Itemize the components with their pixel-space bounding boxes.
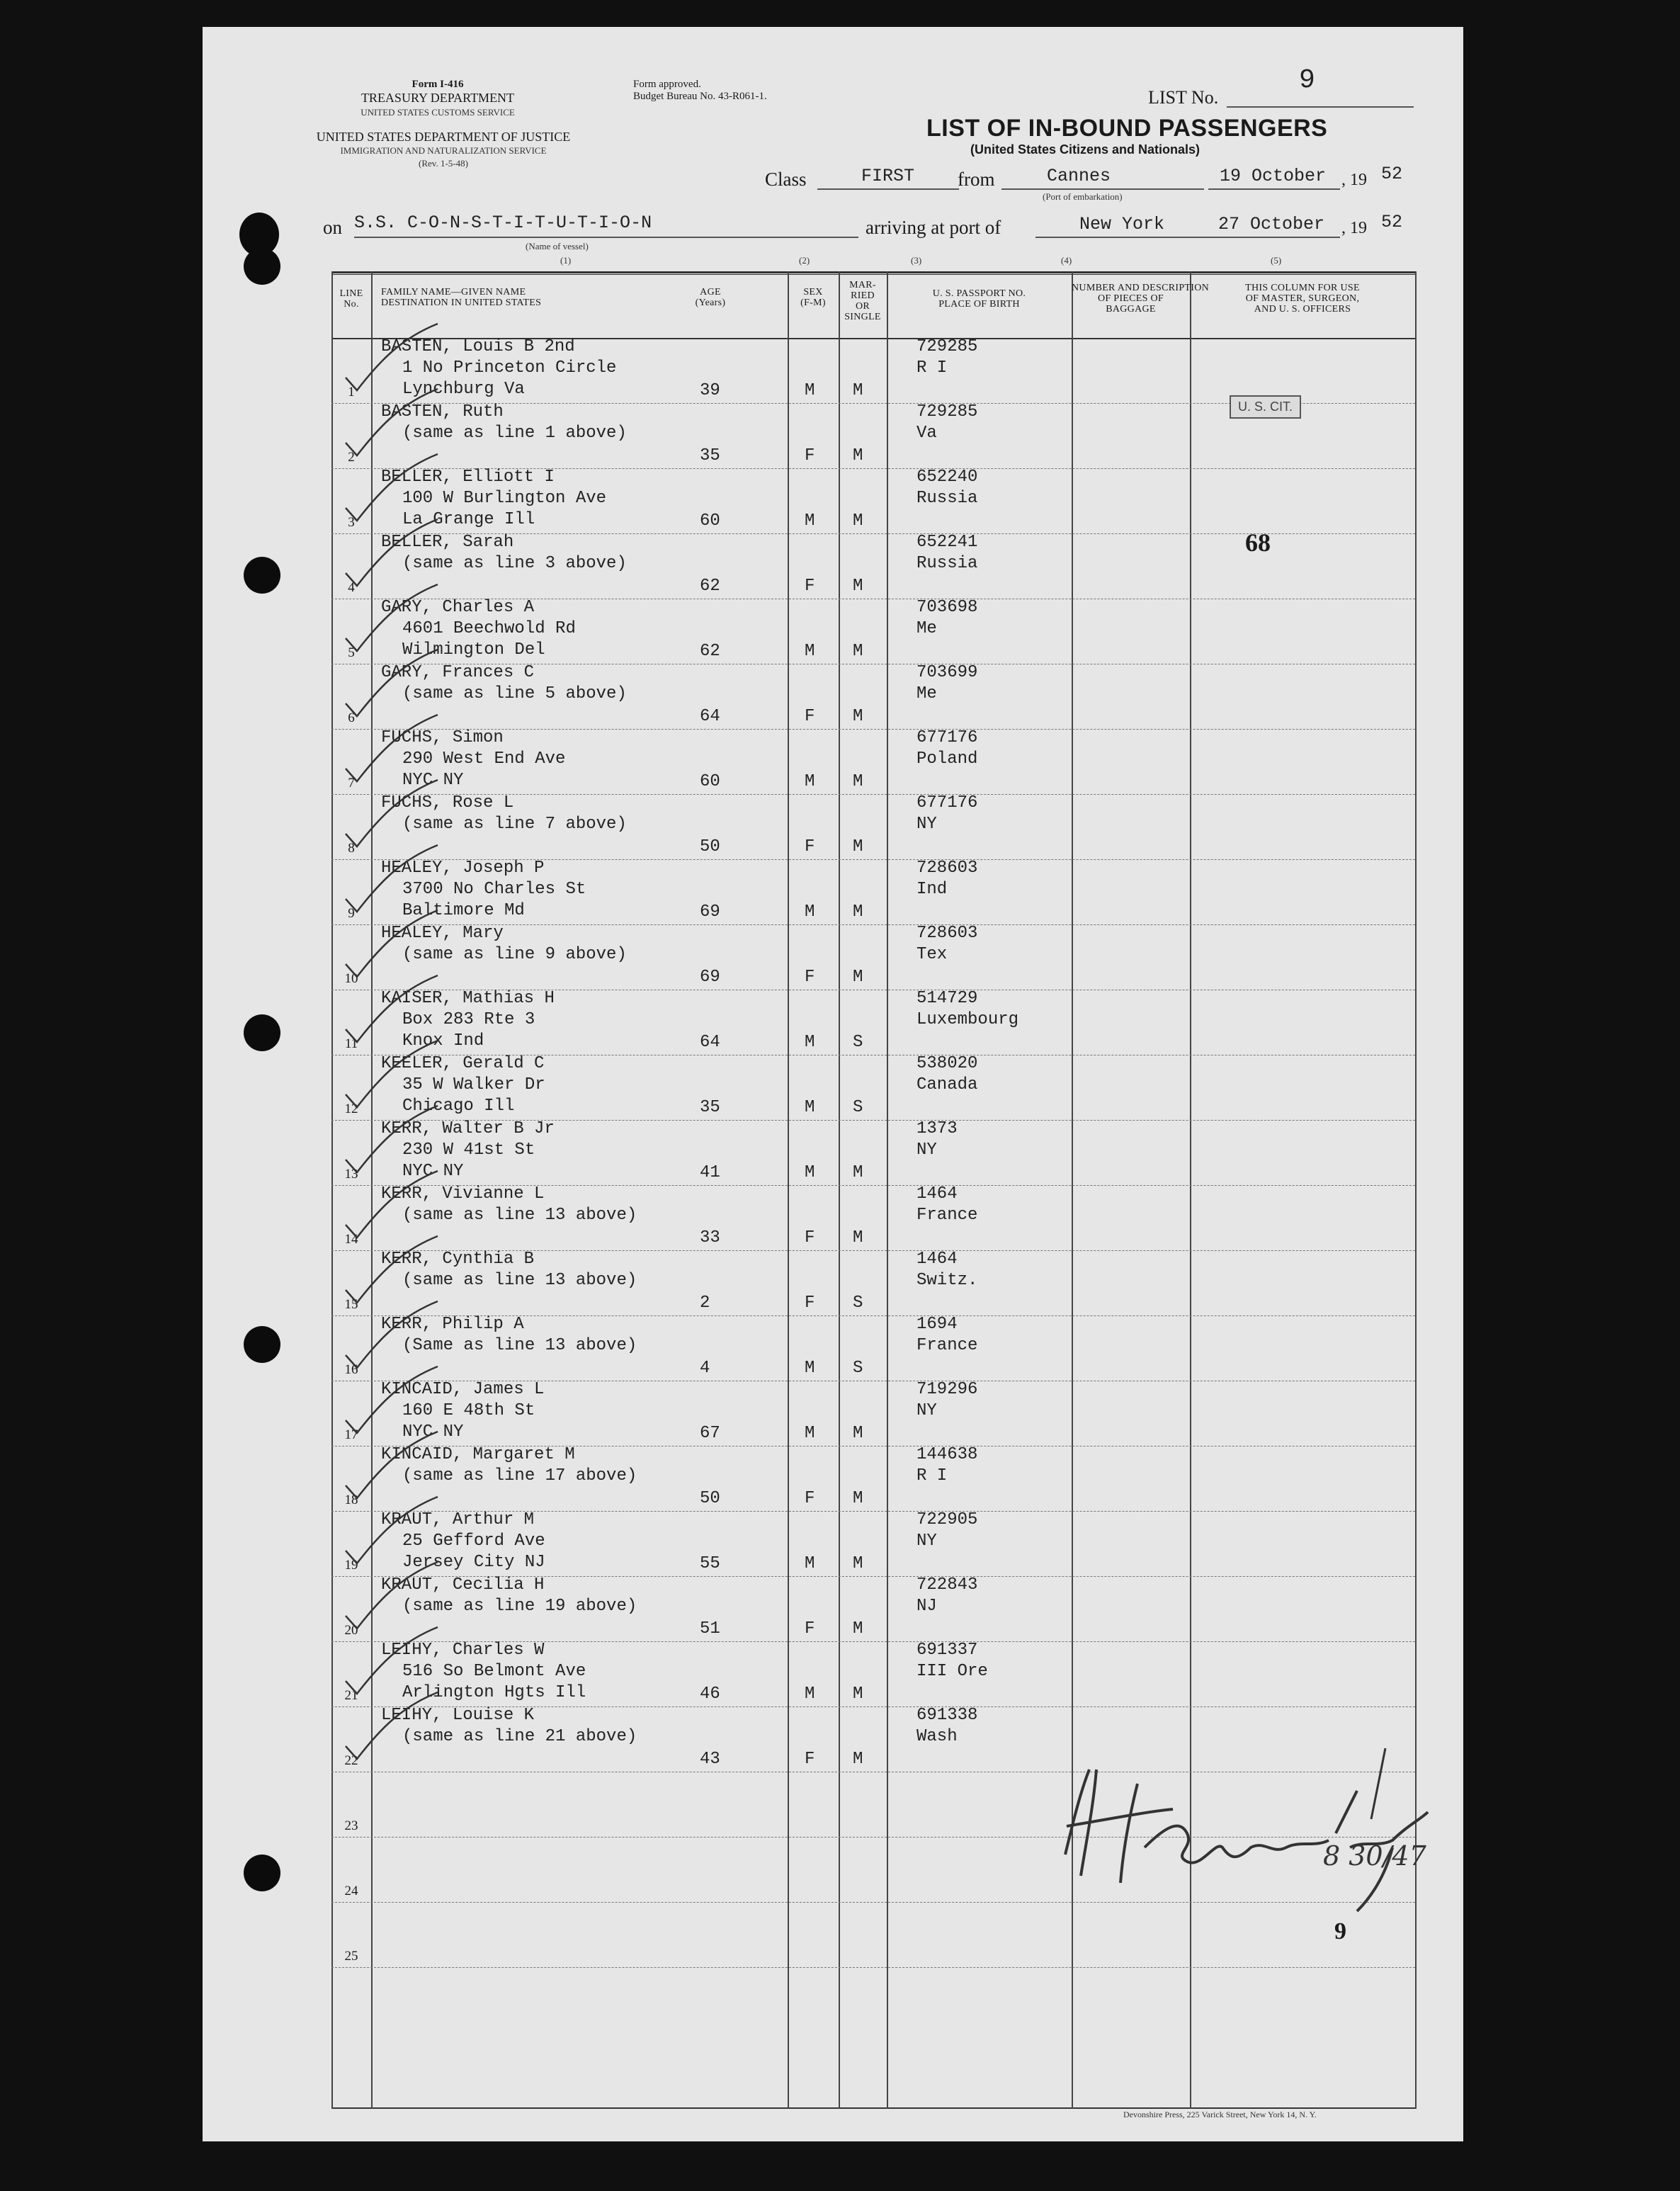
passport-number: 703698 <box>916 598 978 617</box>
passport-number: 1373 <box>916 1119 958 1138</box>
table-row <box>331 1185 1415 1250</box>
age: 43 <box>700 1750 720 1769</box>
line-number: 7 <box>348 776 355 791</box>
address-line-1: (same as line 17 above) <box>402 1466 637 1485</box>
address-line-1: (same as line 5 above) <box>402 684 627 703</box>
line-number: 6 <box>348 710 355 725</box>
address-line-2: Jersey City NJ <box>402 1553 545 1572</box>
place-of-birth: NY <box>916 815 937 834</box>
table-row <box>331 1055 1415 1120</box>
header-age: AGE (Years) <box>695 287 726 308</box>
sex: F <box>805 577 815 596</box>
address-line-2: Chicago Ill <box>402 1097 515 1116</box>
passport-number: 1464 <box>916 1184 958 1204</box>
table-row <box>331 729 1415 794</box>
address-line-1: (same as line 13 above) <box>402 1206 637 1225</box>
address-line-1: 160 E 48th St <box>402 1401 535 1420</box>
form-approved: Form approved. <box>633 79 701 90</box>
age: 67 <box>700 1424 720 1443</box>
marital-status: M <box>853 1489 863 1508</box>
passenger-name: KRAUT, Arthur M <box>381 1510 535 1529</box>
line-number: 23 <box>344 1818 358 1833</box>
marital-status: M <box>853 642 863 661</box>
header-officers: THIS COLUMN FOR USE OF MASTER, SURGEON, AND U. S. OFFICERS <box>1245 283 1360 315</box>
passport-number: 728603 <box>916 924 978 943</box>
line-number: 16 <box>344 1362 358 1377</box>
address-line-1: 230 W 41st St <box>402 1140 535 1160</box>
table-row <box>331 468 1415 533</box>
place-of-birth: Wash <box>916 1727 958 1746</box>
on-label: on <box>323 217 342 238</box>
arrival-year-prefix: , 19 <box>1341 219 1367 237</box>
passenger-name: LEIHY, Charles W <box>381 1641 545 1660</box>
address-line-1: (same as line 1 above) <box>402 424 627 443</box>
address-line-1: 516 So Belmont Ave <box>402 1662 586 1681</box>
passport-number: 144638 <box>916 1445 978 1464</box>
header-married: MAR- RIED OR SINGLE <box>844 280 881 322</box>
table-row <box>331 794 1415 859</box>
address-line-2: La Grange Ill <box>402 510 535 529</box>
line-number: 8 <box>348 841 355 856</box>
address-line-2: Wilmington Del <box>402 640 545 659</box>
marital-status: M <box>853 577 863 596</box>
passenger-name: KINCAID, Margaret M <box>381 1445 575 1464</box>
age: 62 <box>700 577 720 596</box>
header-line-no: LINE No. <box>339 288 363 310</box>
binder-hole <box>244 1326 280 1363</box>
address-line-2: Baltimore Md <box>402 901 525 920</box>
column-number: (4) <box>1061 255 1072 266</box>
address-line-1: (same as line 3 above) <box>402 554 627 573</box>
line-number: 17 <box>344 1427 358 1442</box>
passenger-name: KERR, Vivianne L <box>381 1184 545 1204</box>
passenger-name: KEELER, Gerald C <box>381 1054 545 1073</box>
address-line-2: NYC NY <box>402 771 464 790</box>
marital-status: M <box>853 902 863 922</box>
place-of-birth: Russia <box>916 489 978 508</box>
line-number: 21 <box>344 1688 358 1703</box>
citizen-stamp: U. S. CIT. <box>1230 395 1301 419</box>
sex: F <box>805 1619 815 1638</box>
passenger-name: KAISER, Mathias H <box>381 989 555 1008</box>
vessel-underline <box>354 237 858 238</box>
passenger-name: GARY, Charles A <box>381 598 535 617</box>
age: 46 <box>700 1685 720 1704</box>
place-of-birth: France <box>916 1206 978 1225</box>
address-line-1: 4601 Beechwold Rd <box>402 619 576 638</box>
passport-number: 729285 <box>916 402 978 421</box>
sex: M <box>805 381 815 400</box>
marital-status: M <box>853 1685 863 1704</box>
line-number: 3 <box>348 515 355 530</box>
age: 4 <box>700 1359 710 1378</box>
ins-service: IMMIGRATION AND NATURALIZATION SERVICE <box>340 145 547 156</box>
age: 60 <box>700 511 720 531</box>
address-line-2: Arlington Hgts Ill <box>402 1683 586 1702</box>
address-line-1: (Same as line 13 above) <box>402 1336 637 1355</box>
column-number: (2) <box>799 255 810 266</box>
line-number: 15 <box>344 1297 358 1312</box>
table-row <box>331 1120 1415 1185</box>
place-of-birth: NY <box>916 1532 937 1551</box>
passport-number: 1694 <box>916 1315 958 1334</box>
marital-status: M <box>853 1424 863 1443</box>
marital-status: S <box>853 1359 863 1378</box>
place-of-birth: Canada <box>916 1075 978 1094</box>
binder-hole <box>244 1855 280 1891</box>
line-number: 18 <box>344 1493 358 1507</box>
sex: M <box>805 1424 815 1443</box>
sex: F <box>805 1228 815 1247</box>
passenger-name: KERR, Philip A <box>381 1315 524 1334</box>
address-line-1: 290 West End Ave <box>402 749 566 769</box>
place-of-birth: III Ore <box>916 1662 988 1681</box>
age: 33 <box>700 1228 720 1247</box>
passenger-name: FUCHS, Simon <box>381 728 504 747</box>
address-line-1: (same as line 13 above) <box>402 1271 637 1290</box>
form-revision: (Rev. 1-5-48) <box>419 158 468 169</box>
passenger-name: BASTEN, Ruth <box>381 402 504 421</box>
marital-status: M <box>853 772 863 791</box>
age: 35 <box>700 1098 720 1117</box>
address-line-1: (same as line 9 above) <box>402 945 627 964</box>
sex: M <box>805 1359 815 1378</box>
arrival-year: 52 <box>1381 212 1403 232</box>
table-row <box>331 599 1415 664</box>
officer-count: 68 <box>1245 528 1271 557</box>
passenger-name: LEIHY, Louise K <box>381 1706 535 1725</box>
page-number: 9 <box>1334 1918 1346 1944</box>
arrival-underline <box>1035 237 1340 238</box>
place-of-birth: NY <box>916 1401 937 1420</box>
passport-number: 703699 <box>916 663 978 682</box>
list-no-value: 9 <box>1299 65 1315 96</box>
place-of-birth: NJ <box>916 1597 937 1616</box>
table-row <box>331 1315 1415 1381</box>
line-number: 5 <box>348 645 355 660</box>
passport-number: 719296 <box>916 1380 978 1399</box>
line-number: 25 <box>344 1949 358 1964</box>
marital-status: M <box>853 1163 863 1182</box>
passport-number: 722905 <box>916 1510 978 1529</box>
passport-number: 677176 <box>916 728 978 747</box>
age: 69 <box>700 902 720 922</box>
column-number: (5) <box>1271 255 1282 266</box>
place-of-birth: Va <box>916 424 937 443</box>
address-line-2: NYC NY <box>402 1162 464 1181</box>
passport-number: 691338 <box>916 1706 978 1725</box>
marital-status: M <box>853 446 863 465</box>
passport-number: 728603 <box>916 859 978 878</box>
page-subtitle: (United States Citizens and Nationals) <box>970 142 1201 157</box>
header-sex: SEX (F-M) <box>800 287 826 308</box>
passport-number: 677176 <box>916 793 978 813</box>
header-baggage: NUMBER AND DESCRIPTION OF PIECES OF BAGGAGE <box>1072 283 1210 315</box>
age: 35 <box>700 446 720 465</box>
place-of-birth: R I <box>916 358 948 378</box>
address-line-1: 35 W Walker Dr <box>402 1075 545 1094</box>
line-number: 2 <box>348 450 355 465</box>
table-row <box>331 1381 1415 1446</box>
sex: F <box>805 1293 815 1313</box>
table-row <box>331 1641 1415 1706</box>
line-number: 11 <box>344 1036 358 1051</box>
table-row <box>331 1576 1415 1641</box>
departure-date: 19 October <box>1220 166 1327 186</box>
marital-status: M <box>853 381 863 400</box>
treasury-dept: TREASURY DEPARTMENT <box>361 91 515 105</box>
line-number: 9 <box>348 906 355 921</box>
age: 41 <box>700 1163 720 1182</box>
place-of-birth: Russia <box>916 554 978 573</box>
age: 39 <box>700 381 720 400</box>
address-line-1: (same as line 7 above) <box>402 815 627 834</box>
list-no-label: LIST No. <box>1148 87 1219 108</box>
sex: M <box>805 1033 815 1052</box>
marital-status: M <box>853 968 863 987</box>
passport-number: 652241 <box>916 533 978 552</box>
table-row <box>331 924 1415 990</box>
embarkation-note: (Port of embarkation) <box>1043 191 1123 202</box>
budget-bureau: Budget Bureau No. 43-R061-1. <box>633 91 767 102</box>
address-line-1: Box 283 Rte 3 <box>402 1010 535 1029</box>
place-of-birth: Poland <box>916 749 978 769</box>
table-row <box>331 664 1415 729</box>
address-line-2: Knox Ind <box>402 1031 484 1051</box>
justice-dept: UNITED STATES DEPARTMENT OF JUSTICE <box>316 130 571 144</box>
marital-status: S <box>853 1033 863 1052</box>
departure-year: 52 <box>1381 164 1403 184</box>
sex: F <box>805 837 815 856</box>
fraction-mark: 8 30/47 <box>1323 1840 1426 1872</box>
table-row <box>331 1446 1415 1511</box>
age: 2 <box>700 1293 710 1313</box>
passenger-name: KRAUT, Cecilia H <box>381 1575 545 1595</box>
table-row <box>331 338 1415 403</box>
port-of-embarkation: Cannes <box>1047 166 1111 186</box>
passport-number: 652240 <box>916 468 978 487</box>
column-number: (3) <box>911 255 922 266</box>
from-underline <box>1001 188 1204 190</box>
age: 60 <box>700 772 720 791</box>
marital-status: M <box>853 1750 863 1769</box>
marital-status: M <box>853 707 863 726</box>
arrival-port: New York <box>1079 214 1165 234</box>
marital-status: S <box>853 1098 863 1117</box>
binder-hole <box>244 557 280 594</box>
vessel-note: (Name of vessel) <box>526 241 589 251</box>
age: 51 <box>700 1619 720 1638</box>
passenger-name: FUCHS, Rose L <box>381 793 514 813</box>
table-row <box>331 1511 1415 1576</box>
passenger-name: KERR, Cynthia B <box>381 1250 535 1269</box>
sex: F <box>805 968 815 987</box>
binder-hole <box>244 1014 280 1051</box>
vessel-name: S.S. C-O-N-S-T-I-T-U-T-I-O-N <box>354 213 652 233</box>
place-of-birth: Me <box>916 684 937 703</box>
line-number: 24 <box>344 1884 358 1898</box>
line-number: 22 <box>344 1753 358 1768</box>
passenger-name: KINCAID, James L <box>381 1380 545 1399</box>
address-line-2: NYC NY <box>402 1422 464 1442</box>
signature-text <box>1123 1812 1182 1823</box>
sex: F <box>805 707 815 726</box>
marital-status: M <box>853 1619 863 1638</box>
passport-number: 538020 <box>916 1054 978 1073</box>
passenger-name: BELLER, Sarah <box>381 533 514 552</box>
place-of-birth: Luxembourg <box>916 1010 1019 1029</box>
form-number: Form I-416 <box>412 79 464 90</box>
printer-imprint: Devonshire Press, 225 Varick Street, New York 14, N. Y. <box>1123 2110 1317 2119</box>
sex: F <box>805 1489 815 1508</box>
sex: M <box>805 511 815 531</box>
place-of-birth: Ind <box>916 880 948 899</box>
sex: F <box>805 446 815 465</box>
class-label: Class <box>765 169 807 190</box>
sex: M <box>805 772 815 791</box>
sex: M <box>805 1163 815 1182</box>
sex: M <box>805 902 815 922</box>
line-number: 14 <box>344 1232 358 1247</box>
place-of-birth: Tex <box>916 945 948 964</box>
age: 50 <box>700 837 720 856</box>
passenger-name: BELLER, Elliott I <box>381 468 555 487</box>
address-line-1: 25 Gefford Ave <box>402 1532 545 1551</box>
age: 50 <box>700 1489 720 1508</box>
passport-number: 722843 <box>916 1575 978 1595</box>
age: 62 <box>700 642 720 661</box>
marital-status: S <box>853 1293 863 1313</box>
age: 64 <box>700 707 720 726</box>
manifest-page <box>203 27 1463 2141</box>
departure-year-prefix: , 19 <box>1341 171 1367 189</box>
inspector-signature <box>1052 1741 1449 1925</box>
passport-number: 1464 <box>916 1250 958 1269</box>
page-title: LIST OF IN-BOUND PASSENGERS <box>926 115 1328 142</box>
class-underline <box>817 188 959 190</box>
header-name: FAMILY NAME—GIVEN NAME DESTINATION IN UNITED STATES <box>381 287 542 308</box>
line-number: 12 <box>344 1102 358 1116</box>
table-row <box>331 859 1415 924</box>
class-value: FIRST <box>861 166 915 186</box>
sex: M <box>805 1554 815 1573</box>
address-line-1: (same as line 21 above) <box>402 1727 637 1746</box>
line-number: 4 <box>348 580 355 595</box>
line-number: 20 <box>344 1623 358 1638</box>
sex: M <box>805 642 815 661</box>
address-line-1: 3700 No Charles St <box>402 880 586 899</box>
line-number: 1 <box>348 385 355 400</box>
age: 69 <box>700 968 720 987</box>
line-number: 13 <box>344 1167 358 1182</box>
passenger-name: HEALEY, Joseph P <box>381 859 545 878</box>
table-row <box>331 1250 1415 1315</box>
arrival-date: 27 October <box>1218 214 1325 234</box>
passenger-name: HEALEY, Mary <box>381 924 504 943</box>
binder-hole <box>244 248 280 285</box>
passenger-name: KERR, Walter B Jr <box>381 1119 555 1138</box>
depart-date-underline <box>1208 188 1340 190</box>
age: 64 <box>700 1033 720 1052</box>
marital-status: M <box>853 511 863 531</box>
place-of-birth: R I <box>916 1466 948 1485</box>
age: 55 <box>700 1554 720 1573</box>
marital-status: M <box>853 837 863 856</box>
place-of-birth: Switz. <box>916 1271 978 1290</box>
passport-number: 729285 <box>916 337 978 356</box>
table-row <box>331 990 1415 1055</box>
passenger-name: BASTEN, Louis B 2nd <box>381 337 575 356</box>
place-of-birth: NY <box>916 1140 937 1160</box>
line-number: 19 <box>344 1558 358 1573</box>
sex: F <box>805 1750 815 1769</box>
passenger-name: GARY, Frances C <box>381 663 535 682</box>
row-divider <box>331 1967 1415 1968</box>
address-line-2: Lynchburg Va <box>402 380 525 399</box>
header-passport: U. S. PASSPORT NO. PLACE OF BIRTH <box>932 288 1026 310</box>
passport-number: 691337 <box>916 1641 978 1660</box>
sex: M <box>805 1098 815 1117</box>
customs-service: UNITED STATES CUSTOMS SERVICE <box>361 107 515 118</box>
passport-number: 514729 <box>916 989 978 1008</box>
place-of-birth: France <box>916 1336 978 1355</box>
sex: M <box>805 1685 815 1704</box>
address-line-1: (same as line 19 above) <box>402 1597 637 1616</box>
address-line-1: 100 W Burlington Ave <box>402 489 607 508</box>
marital-status: M <box>853 1554 863 1573</box>
list-no-underline <box>1227 106 1414 108</box>
place-of-birth: Me <box>916 619 937 638</box>
marital-status: M <box>853 1228 863 1247</box>
from-label: from <box>958 169 995 190</box>
column-number: (1) <box>560 255 572 266</box>
arriving-label: arriving at port of <box>865 217 1001 238</box>
address-line-1: 1 No Princeton Circle <box>402 358 617 378</box>
line-number: 10 <box>344 971 358 986</box>
